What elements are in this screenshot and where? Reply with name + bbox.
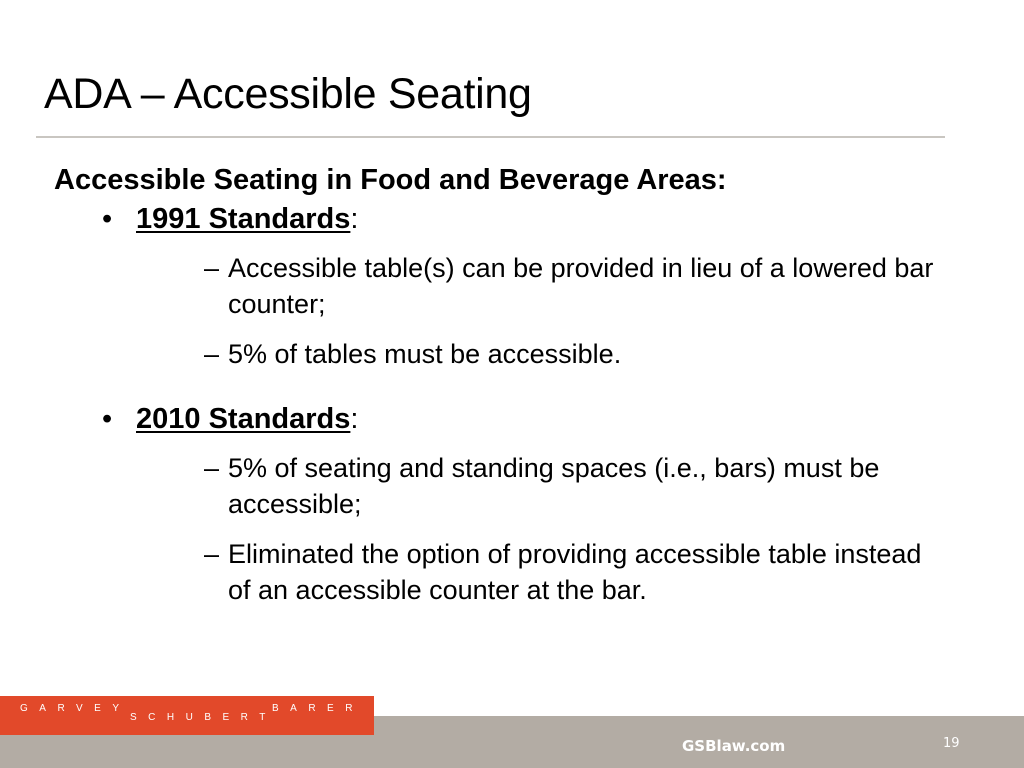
sub-item-text: Eliminated the option of providing accessible table instead of an accessible counter at the bar. [228,539,922,605]
standards-label-2010: 2010 Standards [136,403,351,435]
section-1991-standards [102,202,964,372]
label-colon: : [350,203,359,235]
bullet-1991-standards [102,202,964,236]
sub-item-text: 5% of seating and standing spaces (i.e., bars) must be accessible; [228,453,880,519]
section-heading: Accessible Seating in Food and Beverage Areas: [54,164,727,196]
sub-item-text: Accessible table(s) can be provided in lieu of a lowered bar counter; [228,253,934,319]
dash-icon: – [204,539,220,569]
logo-text-schubert: SCHUBERT [130,712,277,723]
dash-icon: – [204,253,220,283]
logo-text-garvey: GARVEY [20,703,131,714]
label-colon: : [350,403,359,435]
dash-icon: – [204,339,220,369]
sub-item-text: 5% of tables must be accessible. [228,339,622,369]
sub-item [102,450,964,522]
bullet-2010-standards [102,402,964,436]
slide-content [54,162,964,608]
title-divider [36,136,945,138]
sub-item [102,536,964,608]
dash-icon: – [204,453,220,483]
logo-text-barer: BARER [272,703,364,714]
slide-title: ADA – Accessible Seating [44,70,532,118]
standards-label-1991: 1991 Standards [136,203,351,235]
sub-item [102,336,964,372]
slide-number: 19 [943,736,960,751]
company-logo [0,696,374,735]
section-2010-standards [102,402,964,608]
bullet-icon: • [102,403,113,435]
sub-item [102,250,964,322]
footer-website: GSBlaw.com [682,737,786,755]
bullet-icon: • [102,203,113,235]
